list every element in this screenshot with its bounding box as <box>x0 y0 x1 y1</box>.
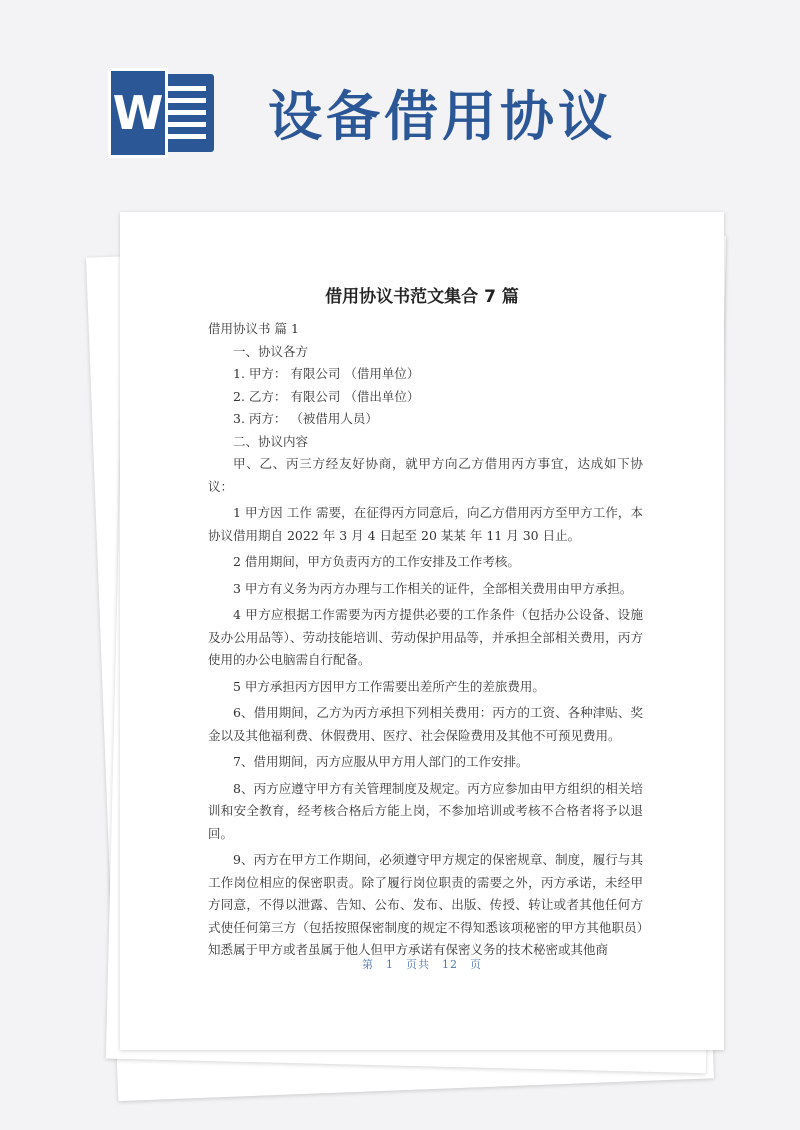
footer-page-end: 页 <box>470 958 482 971</box>
paragraph: 一、协议各方 <box>233 343 309 359</box>
paragraph: 9、丙方在甲方工作期间，必须遵守甲方规定的保密规章、制度，履行与其工作岗位相应的保密职责。除了履行岗位职责的需要之外，丙方承诺，未经甲方同意，不得以泄露、告知、公布、发布、出版、传授、转让或者其他任何方式使任何第三方（包括按照保密制度的规定不得知悉该项秘密的甲方其他职员）知悉属于甲方或者虽属于他人但甲方承诺有保密义务的技术秘密或其他商 <box>208 852 643 957</box>
paragraph: 1 甲方因 工作 需要，在征得丙方同意后，向乙方借用丙方至甲方工作，本协议借用期自 2022 年 3 月 4 日起至 20 某某 年 11 月 30 日止。 <box>208 505 643 543</box>
header-banner <box>0 0 800 200</box>
document-title: 借用协议书范文集合 7 篇 <box>325 287 519 307</box>
footer-page-total: 12 <box>442 958 458 971</box>
document-body <box>208 318 643 962</box>
paragraph: 4 甲方应根据工作需要为丙方提供必要的工作条件（包括办公设备、设施及办公用品等）、劳动技能培训、劳动保护用品等，并承担全部相关费用，丙方使用的办公电脑需自行配备。 <box>208 607 643 667</box>
paragraph: 3 甲方有义务为丙方办理与工作相关的证件，全部相关费用由甲方承担。 <box>233 580 633 596</box>
paragraph-list <box>208 341 643 962</box>
paragraph: 1. 甲方： 有限公司 （借用单位） <box>233 366 420 381</box>
paragraph: 2. 乙方： 有限公司 （借出单位） <box>233 388 420 404</box>
paragraph: 8、丙方应遵守甲方有关管理制度及规定。丙方应参加由甲方组织的相关培训和安全教育，经考核合格后方能上岗，不参加培训或考核不合格者将予以退回。 <box>208 780 643 841</box>
page-footer <box>120 956 724 972</box>
section-heading: 借用协议书 篇 1 <box>208 321 299 336</box>
footer-page-mid: 页共 <box>406 958 430 971</box>
word-icon-letter: W <box>108 68 168 158</box>
paragraph: 2 借用期间，甲方负责丙方的工作安排及工作考核。 <box>233 554 520 569</box>
footer-page-number: 1 <box>386 958 394 971</box>
paragraph: 6、借用期间，乙方为丙方承担下列相关费用：丙方的工资、各种津贴、奖金以及其他福利费、休假费用、医疗、社会保险费用及其他不可预见费用。 <box>208 705 643 743</box>
paragraph: 3. 丙方： （被借用人员） <box>233 411 378 426</box>
paragraph: 二、协议内容 <box>233 433 309 449</box>
paragraph: 甲、乙、丙三方经友好协商，就甲方向乙方借用丙方事宜，达成如下协议： <box>208 456 643 494</box>
paragraph: 5 甲方承担丙方因甲方工作需要出差所产生的差旅费用。 <box>233 678 545 694</box>
paragraph: 7、借用期间，丙方应服从甲方用人部门的工作安排。 <box>233 754 529 769</box>
page-title: 设备借用协议 <box>268 85 616 148</box>
word-icon <box>108 68 214 158</box>
document-page <box>120 212 724 1050</box>
footer-page-label: 第 <box>362 958 374 971</box>
